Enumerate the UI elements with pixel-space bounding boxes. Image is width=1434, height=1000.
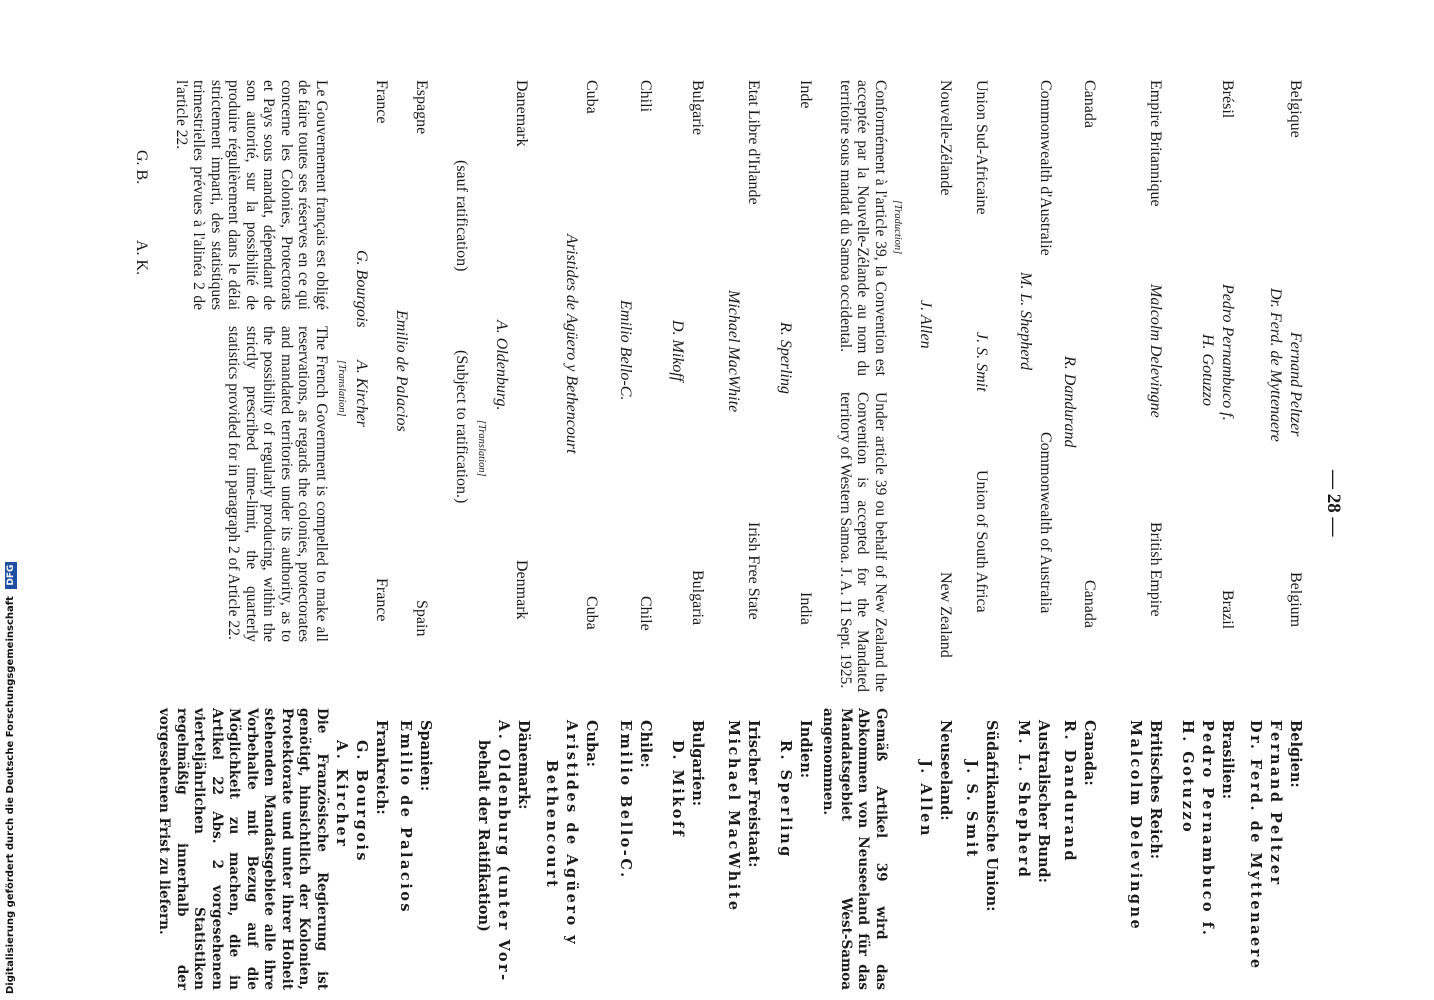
fr-country-bulgarie: Bulgarie (689, 80, 706, 136)
fr-country-empire: Empire Britannique (1147, 80, 1164, 207)
fr-country-chili: Chili (637, 80, 654, 113)
en-country-canada: Canada (1081, 580, 1098, 628)
en-note-denmark: (Subject to ratification.) (453, 350, 470, 504)
de-signer-2: behalt der Ratifikation) (475, 740, 492, 932)
footer-credit-text: Digitalisierung gefördert durch die Deutsche Forschungsgemeinschaft (5, 596, 16, 994)
de-signer: J. S. Smit (963, 760, 980, 859)
de-signer: D. Mikoff (669, 740, 686, 839)
footer-credit (0, 0, 22, 1000)
de-country: Australischer Bund: (1035, 720, 1052, 883)
en-country-british-empire: British Empire (1147, 522, 1164, 617)
de-signer: Fernand Peltzer (1267, 720, 1284, 887)
de-country: Bulgarien: (689, 720, 706, 807)
de-country: Indien: (797, 720, 814, 779)
fr-signer-bresil: Pedro Pernambuco f. (1219, 284, 1236, 421)
en-country-france: France (373, 578, 390, 622)
de-signer-2: Bethencourt (543, 760, 560, 890)
fr-initials-ak: A. K. (133, 240, 150, 276)
fr-signer-france-2: A. Kircher (353, 360, 370, 427)
de-country: Spanien: (417, 720, 434, 792)
de-signer: Aristides de Agüero y (563, 720, 580, 947)
fr-country-danemark: Danemark (513, 80, 530, 147)
fr-signer-belgique: Fernand Peltzer (1287, 332, 1304, 437)
fr-initials-gb: G. B. (133, 150, 150, 185)
en-country-belgium: Belgium (1287, 572, 1304, 628)
fr-country-bresil: Brésil (1219, 80, 1236, 119)
de-country: Dänemark: (515, 720, 532, 810)
fr-signer-irlande: Michael MacWhite (725, 290, 742, 413)
de-signer: Michael MacWhite (725, 720, 742, 913)
de-signer: R. Dandurand (1061, 720, 1078, 864)
page-number: — 28 — (1323, 470, 1344, 537)
en-translation-mark: [Translation] (476, 420, 487, 477)
de-signer-2: Dr. Ferd. de Myttenaere (1247, 720, 1264, 971)
fr-signer-espagne: Emilio de Palacios (393, 310, 410, 432)
en-country-india: India (797, 592, 814, 625)
fr-nz-paragraph: Conformément à l'article 39, la Convention est acceptée par la Nouvelle-Zélande au nom du territoire sous mandat du Samoa occidental. (837, 80, 889, 376)
fr-signer-cuba: Aristides de Agüero y Bethencourt (563, 234, 580, 454)
en-translation-mark-2: [Translation] (336, 360, 347, 417)
de-country: Cuba: (583, 720, 600, 767)
fr-reservation-paragraph: Le Gouvernement français est obligé de faire toutes ses réserves en ce qui concerne les Colonies, Protectorats et Pays sous mandat, dépendant de son autorité, sur la possibilité de produire régulièrement dans le délai strictement imparti, des statistiques trimestrielles prévues à l'alinéa 2 de l'article 22. (173, 80, 330, 310)
fr-signer-australie: M. L. Shepherd (1017, 272, 1034, 371)
fr-note-danemark: (sauf ratification) (453, 160, 470, 272)
en-country-australia: Commonwealth of Australia (1037, 432, 1054, 614)
fr-country-canada: Canada (1081, 80, 1098, 128)
en-country-spain: Spain (413, 600, 430, 637)
en-country-chile: Chile (637, 596, 654, 631)
fr-country-irlande: Etat Libre d'Irlande (745, 80, 762, 205)
de-country: Britisches Reich: (1147, 720, 1164, 860)
de-nz-paragraph: Gemäß Artikel 39 wird das Abkommen von Neuseeland für das Mandatsgebiet West-Samoa angenommen. (820, 708, 889, 990)
de-country: Irischer Freistaat: (745, 720, 762, 868)
de-signer: Emilio de Palacios (397, 720, 414, 915)
de-signer: R. Sperling (777, 740, 794, 859)
fr-country-cuba: Cuba (583, 80, 600, 114)
fr-signer-belgique-2: Dr. Ferd. de Myttenaere (1267, 288, 1284, 442)
de-signer-2: A. Kircher (333, 740, 350, 849)
fr-signer-bulgarie: D. Mikoff (669, 320, 686, 382)
fr-country-france: France (373, 80, 390, 124)
de-reservation-paragraph: Die Französische Regierung ist genötigt, hinsichtlich der Kolonien, Protektorate und unter ihrer Hoheit stehenden Mandatsgebiete alle ihre Vorbehalte mit Bezug auf die Möglichkeit zu machen, die in Artikel 22 Abs. 2 vorgesehenen vierteljährlichen Statistiken regelmäßig innerhalb der vorgesehenen Frist zu liefern. (156, 708, 330, 990)
de-country: Südafrikanische Union: (983, 720, 1000, 912)
en-country-brazil: Brazil (1219, 590, 1236, 630)
de-signer: Emilio Bello-C. (617, 720, 634, 880)
de-country: Neuseeland: (937, 720, 954, 821)
fr-country-australie: Commonwealth d'Australie (1037, 80, 1054, 256)
en-country-bulgaria: Bulgaria (689, 570, 706, 626)
fr-country-espagne: Espagne (413, 80, 430, 135)
de-country: Chile: (637, 720, 654, 768)
de-signer: G. Bourgois (353, 740, 370, 864)
en-country-denmark: Denmark (513, 560, 530, 620)
fr-signer-france: G. Bourgois (353, 250, 370, 328)
fr-signer-chili: Emilio Bello-C. (617, 300, 634, 401)
en-country-nz: New Zealand (937, 572, 954, 658)
de-country: Canada: (1081, 720, 1098, 786)
dfg-logo-icon: DFG (5, 562, 17, 589)
de-signer: A. Oldenburg (unter Vor- (495, 720, 512, 983)
de-signer: Pedro Pernambuco f. (1199, 720, 1216, 938)
en-country-irish: Irish Free State (745, 522, 762, 620)
fr-signer-danemark: A. Oldenburg. (493, 320, 510, 411)
fr-signer-bresil-2: H. Gotuzzo (1199, 334, 1216, 407)
fr-signer-canada: R. Dandurand (1061, 356, 1078, 448)
fr-signer-nz: J. Allen (917, 300, 934, 349)
en-country-south-africa: Union of South Africa (973, 470, 990, 613)
de-signer: M. L. Shepherd (1015, 720, 1032, 880)
de-country: Belgien: (1287, 720, 1304, 788)
fr-translation-mark: [Traduction] (892, 200, 903, 255)
de-country: Brasilien: (1219, 720, 1236, 800)
de-signer: J. Allen (917, 760, 934, 838)
fr-signer-sud-africaine: J. S. Smit (973, 332, 990, 392)
en-reservation-paragraph: The French Government is compelled to make all reservations, as regards the colonies, protectorates and mandated territories under its authority, as to the possibility of regularly producing, within the strictly prescribed time-limit, the quarterly statistics provided for in paragraph 2 of Article 22. (225, 326, 330, 642)
fr-country-sud-africaine: Union Sud-Africaine (973, 80, 990, 215)
de-country: Frankreich: (373, 720, 390, 815)
fr-country-belgique: Belgique (1287, 80, 1304, 138)
fr-signer-inde: R. Sperling (777, 322, 794, 394)
fr-signer-empire: Malcolm Delevingne (1147, 284, 1164, 418)
de-signer: Malcolm Delevingne (1127, 720, 1144, 932)
en-country-cuba: Cuba (583, 596, 600, 630)
en-nz-paragraph: Under article 39 ou behalf of New Zealand the Convention is accepted for the Mandated territory of Western Samoa. J. A. 11 Sept. 1925. (837, 392, 889, 692)
fr-country-inde: Inde (797, 80, 814, 109)
fr-country-nz: Nouvelle-Zélande (937, 80, 954, 196)
de-signer-2: H. Gotuzzo (1179, 720, 1196, 835)
